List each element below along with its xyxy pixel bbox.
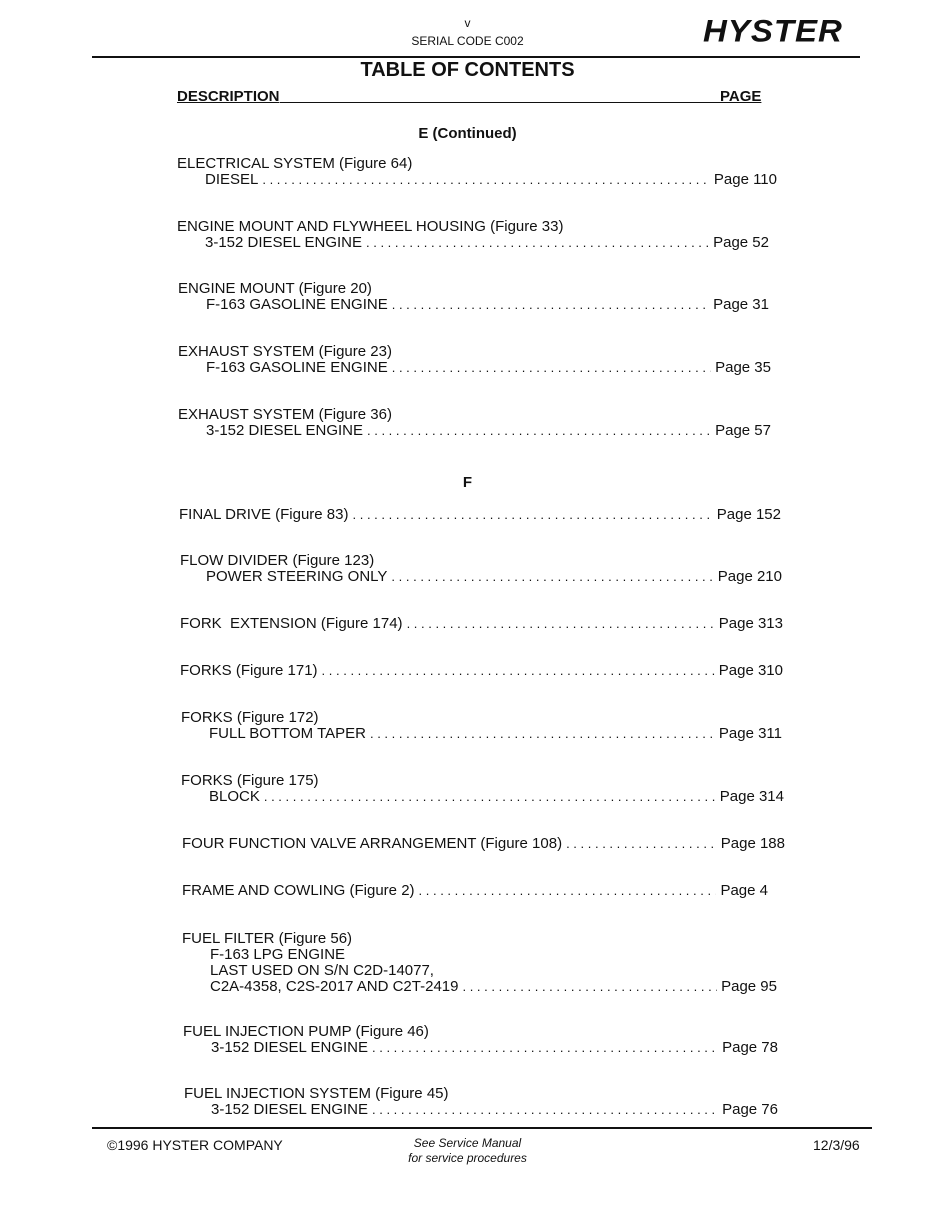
entry-title: FUEL FILTER (Figure 56) (182, 930, 353, 947)
toc-entry[interactable] (182, 883, 768, 899)
toc-entry[interactable] (180, 553, 782, 585)
entry-leader-row (181, 726, 782, 742)
toc-entry[interactable] (183, 1024, 778, 1056)
entry-title: FUEL INJECTION PUMP (Figure 46) (183, 1023, 429, 1040)
entry-leader-row (180, 616, 783, 632)
entry-leader-row (180, 569, 782, 585)
entry-subtitle: F-163 GASOLINE ENGINE (206, 296, 388, 313)
entry-subtitle: DIESEL (205, 171, 259, 188)
entry-title: FOUR FUNCTION VALVE ARRANGEMENT (Figure 108) (182, 835, 563, 852)
page-number: Page 31 (713, 296, 769, 313)
copyright: ©1996 HYSTER COMPANY (107, 1137, 283, 1153)
page-number: Page 310 (718, 662, 783, 679)
column-header-page: PAGE (720, 88, 762, 105)
toc-entry[interactable] (179, 507, 781, 523)
entry-title: FORKS (Figure 172) (181, 709, 319, 726)
page-number: Page 35 (715, 359, 771, 376)
entry-title: FORK EXTENSION (Figure 174) (180, 615, 403, 632)
page-number: Page 78 (722, 1039, 778, 1056)
column-header-rule (280, 102, 722, 103)
page-numeral: v (464, 16, 471, 30)
dot-leader (367, 423, 711, 439)
entry-leader-row (182, 836, 785, 852)
page-number: Page 210 (717, 568, 782, 585)
footer-note-line: for service procedures (408, 1151, 527, 1165)
hyster-logo: HYSTER (703, 12, 843, 49)
entry-leader-row (179, 507, 781, 523)
entry-title: EXHAUST SYSTEM (Figure 23) (178, 343, 392, 360)
entry-leader-row (182, 883, 768, 899)
entry-title: ELECTRICAL SYSTEM (Figure 64) (177, 155, 413, 172)
footer-date: 12/3/96 (813, 1137, 860, 1153)
entry-subtitle: 3-152 DIESEL ENGINE (211, 1039, 369, 1056)
page-number: Page 311 (718, 725, 782, 742)
entry-subtitle: BLOCK (209, 788, 260, 805)
page-number: Page 95 (721, 978, 777, 995)
page-number: Page 4 (720, 882, 768, 899)
entry-leader-row (178, 360, 771, 376)
entry-title: FLOW DIVIDER (Figure 123) (180, 552, 375, 569)
page-number: Page 152 (716, 506, 781, 523)
footer-note-line: See Service Manual (413, 1136, 522, 1150)
footer-rule (92, 1127, 872, 1129)
section-heading-f: F (462, 474, 473, 491)
page-number: Page 76 (722, 1101, 778, 1118)
page-number: Page 314 (719, 788, 784, 805)
page-number: Page 52 (713, 234, 769, 251)
entry-title: FORKS (Figure 175) (181, 772, 319, 789)
dot-leader (370, 726, 715, 742)
page-number: Page 57 (715, 422, 771, 439)
dot-leader (366, 235, 709, 251)
entry-subtitle: POWER STEERING ONLY (206, 568, 388, 585)
toc-entry[interactable] (184, 1086, 778, 1118)
column-header-description: DESCRIPTION (177, 88, 280, 105)
entry-subtitle: 3-152 DIESEL ENGINE (206, 422, 364, 439)
toc-entry[interactable] (178, 344, 771, 376)
entry-subtitle: F-163 LPG ENGINE (210, 946, 346, 963)
toc-entry[interactable] (180, 663, 783, 679)
header-rule (92, 56, 860, 58)
entry-subtitle: 3-152 DIESEL ENGINE (211, 1101, 369, 1118)
toc-entry[interactable] (178, 407, 771, 439)
entry-title: EXHAUST SYSTEM (Figure 36) (178, 406, 392, 423)
entry-leader-row (177, 172, 777, 188)
section-heading-e: E (Continued) (418, 125, 517, 142)
toc-entry[interactable] (177, 219, 769, 251)
toc-entry[interactable] (181, 710, 782, 742)
toc-entry[interactable] (182, 836, 785, 852)
page-number: Page 188 (720, 835, 785, 852)
serial-code: SERIAL CODE C002 (411, 34, 524, 48)
entry-title: FORKS (Figure 171) (180, 662, 318, 679)
dot-leader (264, 789, 716, 805)
entry-subtitle: FULL BOTTOM TAPER (209, 725, 366, 742)
entry-leader-row (178, 423, 771, 439)
dot-leader (322, 663, 715, 679)
dot-leader (262, 172, 710, 188)
entry-leader-row (184, 1102, 778, 1118)
toc-entry[interactable] (181, 773, 784, 805)
dot-leader (353, 507, 713, 523)
entry-subtitle: C2A-4358, C2S-2017 AND C2T-2419 (210, 978, 459, 995)
toc-entry[interactable] (182, 931, 777, 995)
page-title: TABLE OF CONTENTS (360, 59, 575, 81)
entry-title: ENGINE MOUNT (Figure 20) (178, 280, 372, 297)
entry-leader-row (183, 1040, 778, 1056)
entry-subtitle: F-163 GASOLINE ENGINE (206, 359, 388, 376)
entry-leader-row (181, 789, 784, 805)
dot-leader (372, 1040, 718, 1056)
dot-leader (566, 836, 717, 852)
dot-leader (391, 569, 713, 585)
dot-leader (462, 979, 717, 995)
toc-entry[interactable] (178, 281, 769, 313)
page-number: Page 313 (718, 615, 783, 632)
dot-leader (372, 1102, 718, 1118)
entry-title: ENGINE MOUNT AND FLYWHEEL HOUSING (Figure 33) (177, 218, 564, 235)
entry-leader-row (182, 979, 777, 995)
footer-note (0, 1136, 935, 1166)
dot-leader (419, 883, 717, 899)
page-number: Page 110 (713, 171, 777, 188)
entry-leader-row (178, 297, 769, 313)
toc-entry[interactable] (177, 156, 777, 188)
entry-subtitle: LAST USED ON S/N C2D-14077, (210, 962, 434, 979)
entry-leader-row (177, 235, 769, 251)
entry-leader-row (180, 663, 783, 679)
entry-title: FUEL INJECTION SYSTEM (Figure 45) (184, 1085, 449, 1102)
entry-title: FINAL DRIVE (Figure 83) (179, 506, 349, 523)
entry-subtitle: 3-152 DIESEL ENGINE (205, 234, 363, 251)
toc-entry[interactable] (180, 616, 783, 632)
entry-title: FRAME AND COWLING (Figure 2) (182, 882, 415, 899)
dot-leader (392, 297, 709, 313)
dot-leader (392, 360, 711, 376)
dot-leader (407, 616, 715, 632)
